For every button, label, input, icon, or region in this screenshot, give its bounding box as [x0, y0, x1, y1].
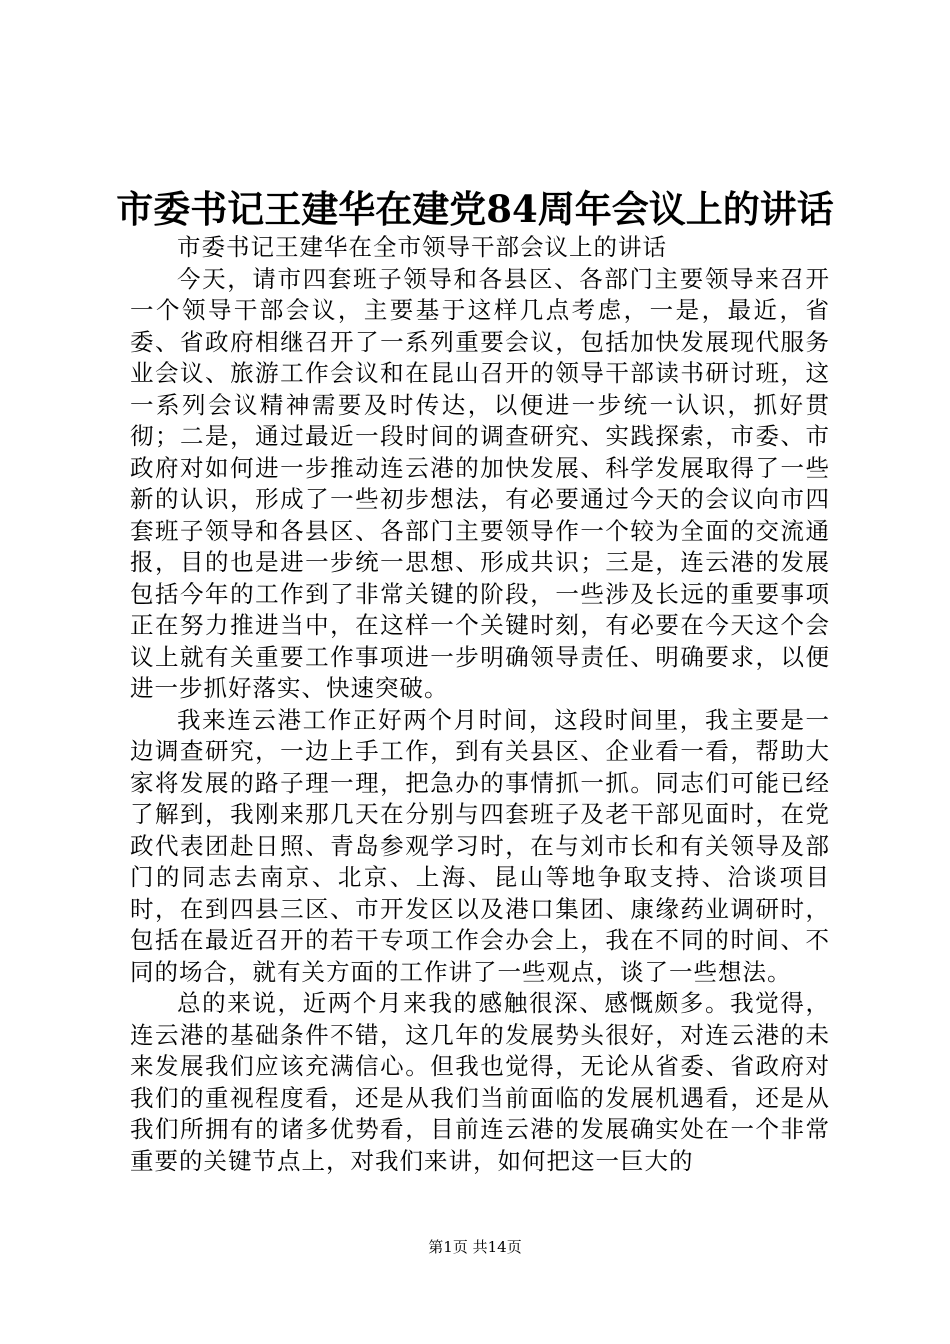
page-total: 共14页 [472, 1238, 522, 1256]
document-title: 市委书记王建华在建党84周年会议上的讲话 [116, 187, 834, 231]
document-subtitle-paragraph: 市委书记王建华在全市领导干部会议上的讲话 [177, 233, 667, 261]
body-paragraph: 今天，请市四套班子领导和各县区、各部门主要领导来召开一个领导干部会议，主要基于这样几点考虑，一是，最近，省委、省政府相继召开了一系列重要会议，包括加快发展现代服务业会议、旅游工作会议和在昆山召开的领导干部读书研讨班，这一系列会议精神需要及时传达，以便进一步统一认识，抓好贯彻；二是，通过最近一段时间的调查研究、实践探索，市委、市政府对如何进一步推动连云港的加快发展、科学发展取得了一些新的认识，形成了一些初步想法，有必要通过今天的会议向市四套班子领导和各县区、各部门主要领导作一个较为全面的交流通报，目的也是进一步统一思想、形成共识；三是，连云港的发展包括今年的工作到了非常关键的阶段，一些涉及长远的重要事项正在努力推进当中，在这样一个关键时刻，有必要在今天这个会议上就有关重要工作事项进一步明确领导责任、明确要求，以便进一步抓好落实、快速突破。 [130, 264, 830, 702]
page-footer [0, 1237, 950, 1257]
body-paragraph: 我来连云港工作正好两个月时间，这段时间里，我主要是一边调查研究，一边上手工作，到有关县区、企业看一看，帮助大家将发展的路子理一理，把急办的事情抓一抓。同志们可能已经了解到，我刚来那几天在分别与四套班子及老干部见面时，在党政代表团赴日照、青岛参观学习时，在与刘市长和有关领导及部门的同志去南京、北京、上海、昆山等地争取支持、洽谈项目时，在到四县三区、市开发区以及港口集团、康缘药业调研时，包括在最近召开的若干专项工作会办会上，我在不同的时间、不同的场合，就有关方面的工作讲了一些观点，谈了一些想法。 [130, 705, 830, 986]
document-body [130, 232, 830, 1177]
body-paragraph: 总的来说，近两个月来我的感触很深、感慨颇多。我觉得，连云港的基础条件不错，这几年的发展势头很好，对连云港的未来发展我们应该充满信心。但我也觉得，无论从省委、省政府对我们的重视程度看，还是从我们当前面临的发展机遇看，还是从我们所拥有的诸多优势看，目前连云港的发展确实处在一个非常重要的关键节点上，对我们来讲，如何把这一巨大的 [130, 989, 830, 1175]
page-number: 第1页 [428, 1238, 468, 1256]
